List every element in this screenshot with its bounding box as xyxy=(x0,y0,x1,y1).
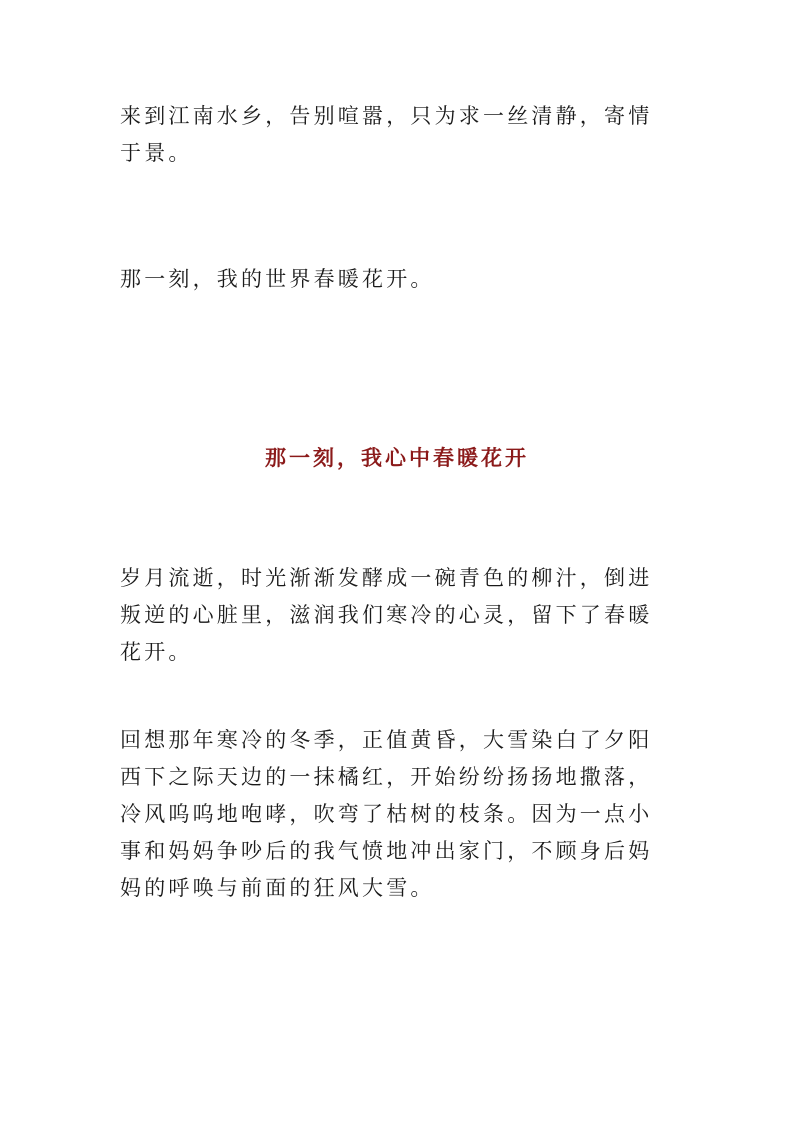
essay-paragraph-1: 岁月流逝，时光渐渐发酵成一碗青色的柳汁，倒进叛逆的心脏里，滋润我们寒冷的心灵，留下了春暖花开。 xyxy=(120,566,653,664)
essay-paragraph-2: 回想那年寒冷的冬季，正值黄昏，大雪染白了夕阳西下之际天边的一抹橘红，开始纷纷扬扬地撒落，冷风呜呜地咆哮，吹弯了枯树的枝条。因为一点小事和妈妈争吵后的我气愤地冲出家门，不顾身后妈妈的呼唤与前面的狂风大雪。 xyxy=(120,728,653,900)
intro-paragraph-1: 来到江南水乡，告别喧嚣，只为求一丝清静，寄情于景。 xyxy=(120,104,653,165)
intro-paragraph-2: 那一刻，我的世界春暖花开。 xyxy=(120,267,435,291)
essay-title: 那一刻，我心中春暖花开 xyxy=(265,445,529,470)
